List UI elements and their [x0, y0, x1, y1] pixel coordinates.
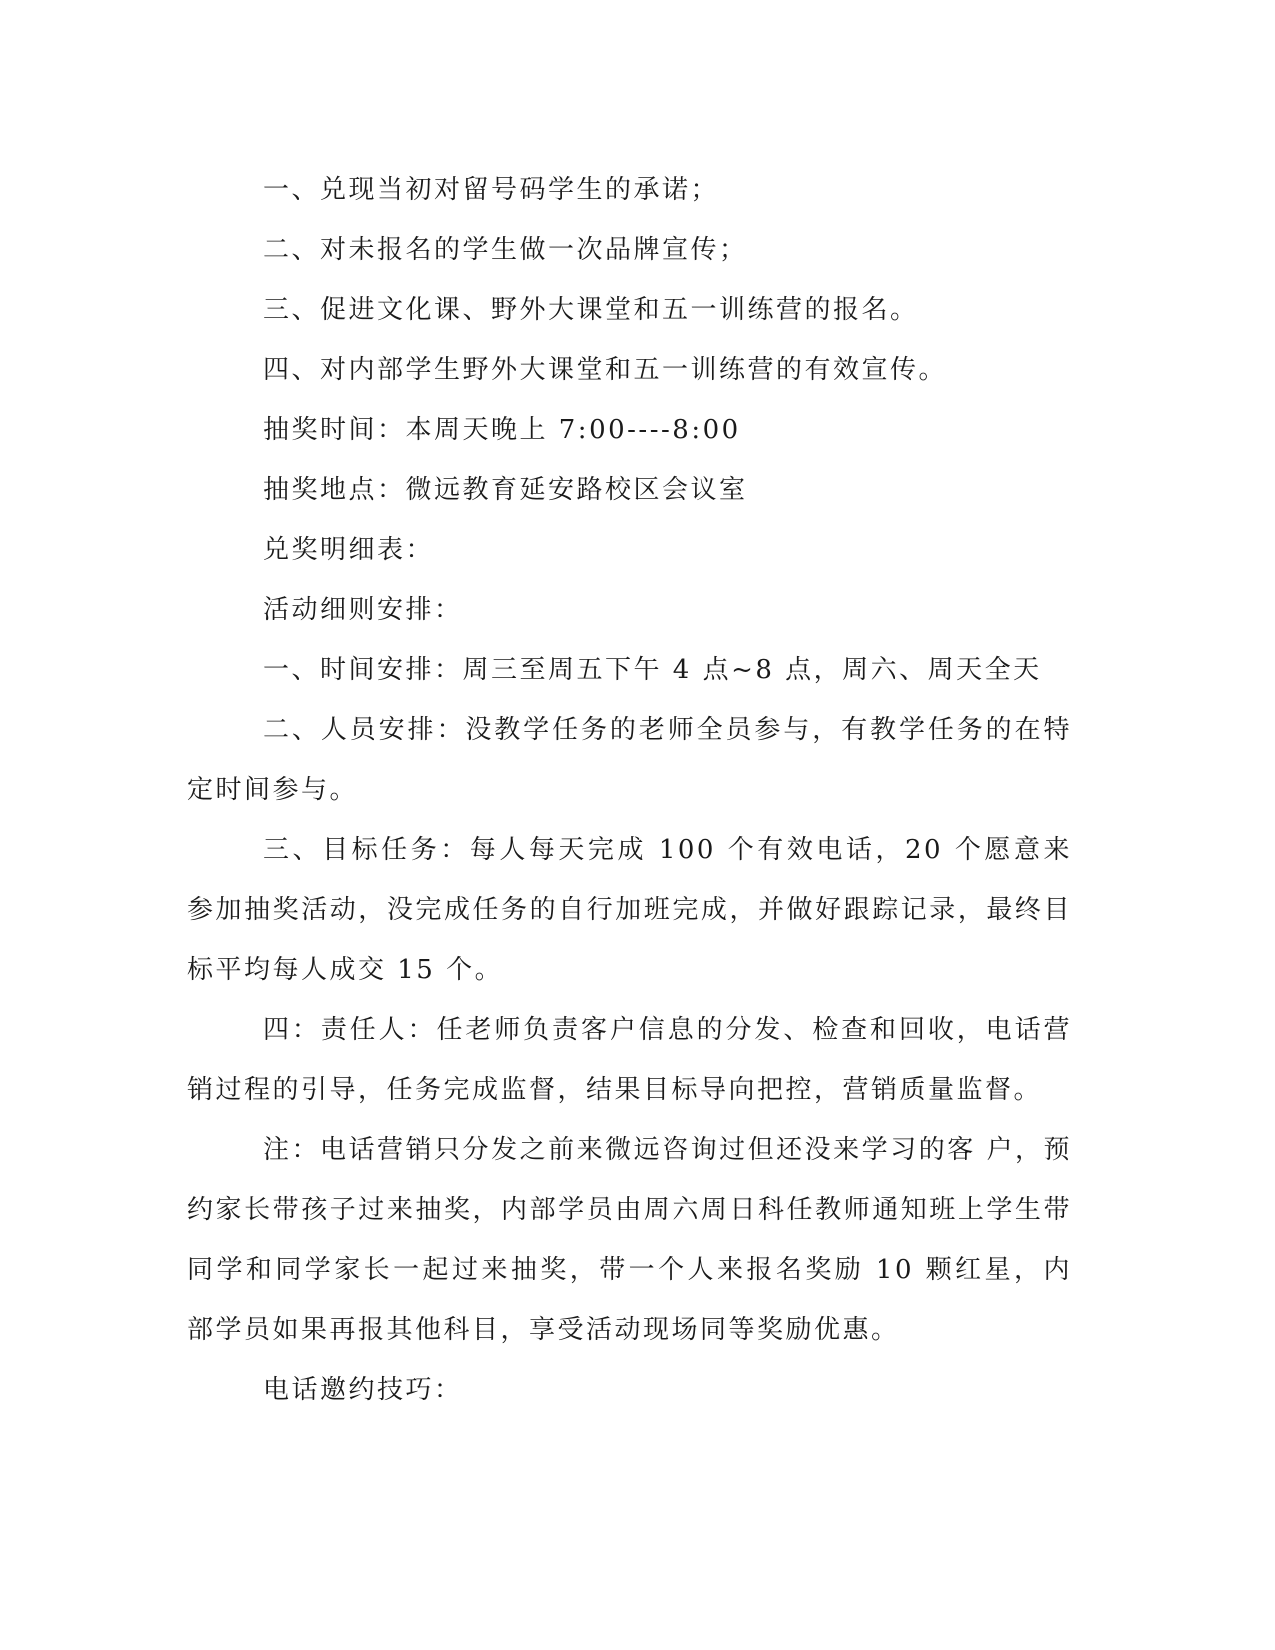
activity-rules-heading: 活动细则安排：: [263, 595, 463, 625]
phone-invite-tips-heading: 电话邀约技巧：: [263, 1375, 463, 1405]
rule-responsible-person: 四：责任人：任老师负责客户信息的分发、检查和回收，电话营销过程的引导，任务完成监督，结果目标导向把控，营销质量监督。: [187, 1015, 1072, 1105]
prize-schedule-heading: 兑奖明细表：: [263, 535, 435, 565]
draw-location: 抽奖地点：微远教育延安路校区会议室: [263, 475, 748, 505]
goal-item-4: 四、对内部学生野外大课堂和五一训练营的有效宣传。: [263, 355, 948, 385]
rule-staff-arrangement: 二、人员安排：没教学任务的老师全员参与，有教学任务的在特定时间参与。: [187, 715, 1072, 805]
goal-item-3: 三、促进文化课、野外大课堂和五一训练营的报名。: [263, 295, 919, 325]
note-paragraph: 注：电话营销只分发之前来微远咨询过但还没来学习的客 户，预约家长带孩子过来抽奖，内部学员由周六周日科任教师通知班上学生带同学和同学家长一起过来抽奖，带一个人来报名奖励 10 颗红星，内部学员如果再报其他科目，享受活动现场同等奖励优惠。: [187, 1135, 1072, 1345]
rule-time-arrangement: 一、时间安排：周三至周五下午 4 点~8 点，周六、周天全天: [263, 655, 1042, 685]
document-body: [187, 160, 1072, 1420]
draw-time: 抽奖时间：本周天晚上 7:00----8:00: [263, 415, 741, 445]
goal-item-1: 一、兑现当初对留号码学生的承诺；: [263, 175, 720, 205]
goal-item-2: 二、对未报名的学生做一次品牌宣传；: [263, 235, 748, 265]
rule-target-task: 三、目标任务：每人每天完成 100 个有效电话，20 个愿意来参加抽奖活动，没完成任务的自行加班完成，并做好跟踪记录，最终目标平均每人成交 15 个。: [187, 835, 1072, 985]
